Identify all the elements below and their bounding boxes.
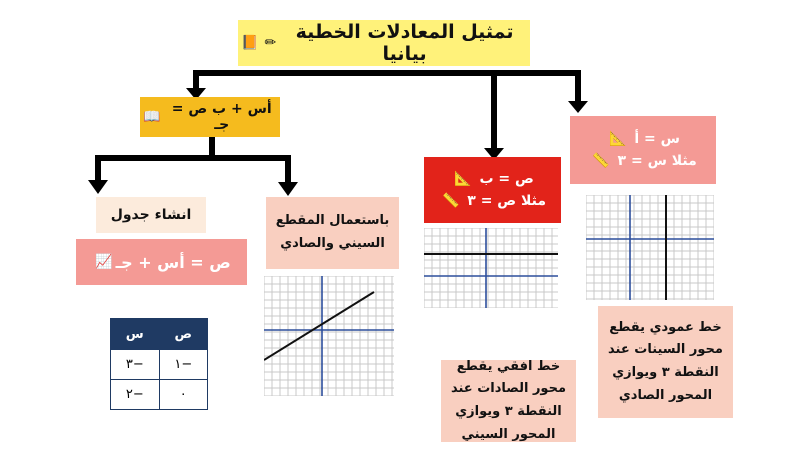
set-square-icon: 📐 <box>609 131 627 147</box>
set-square-icon: 📐 <box>454 171 472 187</box>
yb-heading: ص = ب <box>479 171 534 187</box>
table-cell: ٠ <box>159 380 207 410</box>
arrow-head-table <box>88 180 108 194</box>
table-row <box>111 380 208 410</box>
standard-form-text: أس + ب ص = جـ <box>171 101 272 133</box>
table-cell: ١− <box>159 350 207 380</box>
slope-form-box <box>76 239 247 285</box>
table-method-label: انشاء جدول <box>96 197 206 233</box>
xa-example: مثلا س = ٣ <box>617 153 697 169</box>
intercepts-graph <box>264 276 394 396</box>
x-equals-a-box <box>570 116 716 184</box>
standard-form-box <box>140 97 280 137</box>
table-cell: ٢− <box>111 380 160 410</box>
intercepts-method-box: باستعمال المقطع السيني والصادي <box>266 197 399 269</box>
table-row <box>111 350 208 380</box>
table-cell: ٣− <box>111 350 160 380</box>
ruler-icon: 📏 <box>441 193 460 209</box>
chart-icon: 📈 <box>95 254 113 270</box>
arrow-head-xa <box>568 101 588 113</box>
pencil-icon: ✏ <box>264 35 277 51</box>
table-header-y: ص <box>159 319 207 350</box>
horizontal-line-note: خط افقي يقطع محور الصادات عند النقطة ٣ ويوازي المحور السيني <box>441 360 576 442</box>
page-title <box>238 20 530 66</box>
xa-heading: س = أ <box>634 131 680 147</box>
book-icon: 📙 <box>241 35 259 51</box>
table-header-x: س <box>111 319 160 350</box>
vertical-line-note: خط عمودي يقطع محور السينات عند النقطة ٣ ويوازي المحور الصادي <box>598 306 733 418</box>
xy-values-table <box>110 318 208 410</box>
vertical-line-graph <box>586 195 714 300</box>
left-connector <box>98 137 288 185</box>
grid-lines <box>264 276 394 396</box>
slope-form-text: ص = أس + جـ <box>115 252 231 272</box>
yb-example: مثلا ص = ٣ <box>467 193 547 209</box>
grid-lines <box>424 228 558 308</box>
arrow-head-intercept <box>278 182 298 196</box>
open-book-icon: 📖 <box>143 109 161 125</box>
grid-lines <box>586 195 714 300</box>
ruler-icon: 📏 <box>592 153 610 169</box>
horizontal-line-graph <box>424 228 558 308</box>
y-equals-b-box <box>424 157 561 223</box>
title-text: تمثيل المعادلات الخطية بيانيا <box>295 21 514 65</box>
